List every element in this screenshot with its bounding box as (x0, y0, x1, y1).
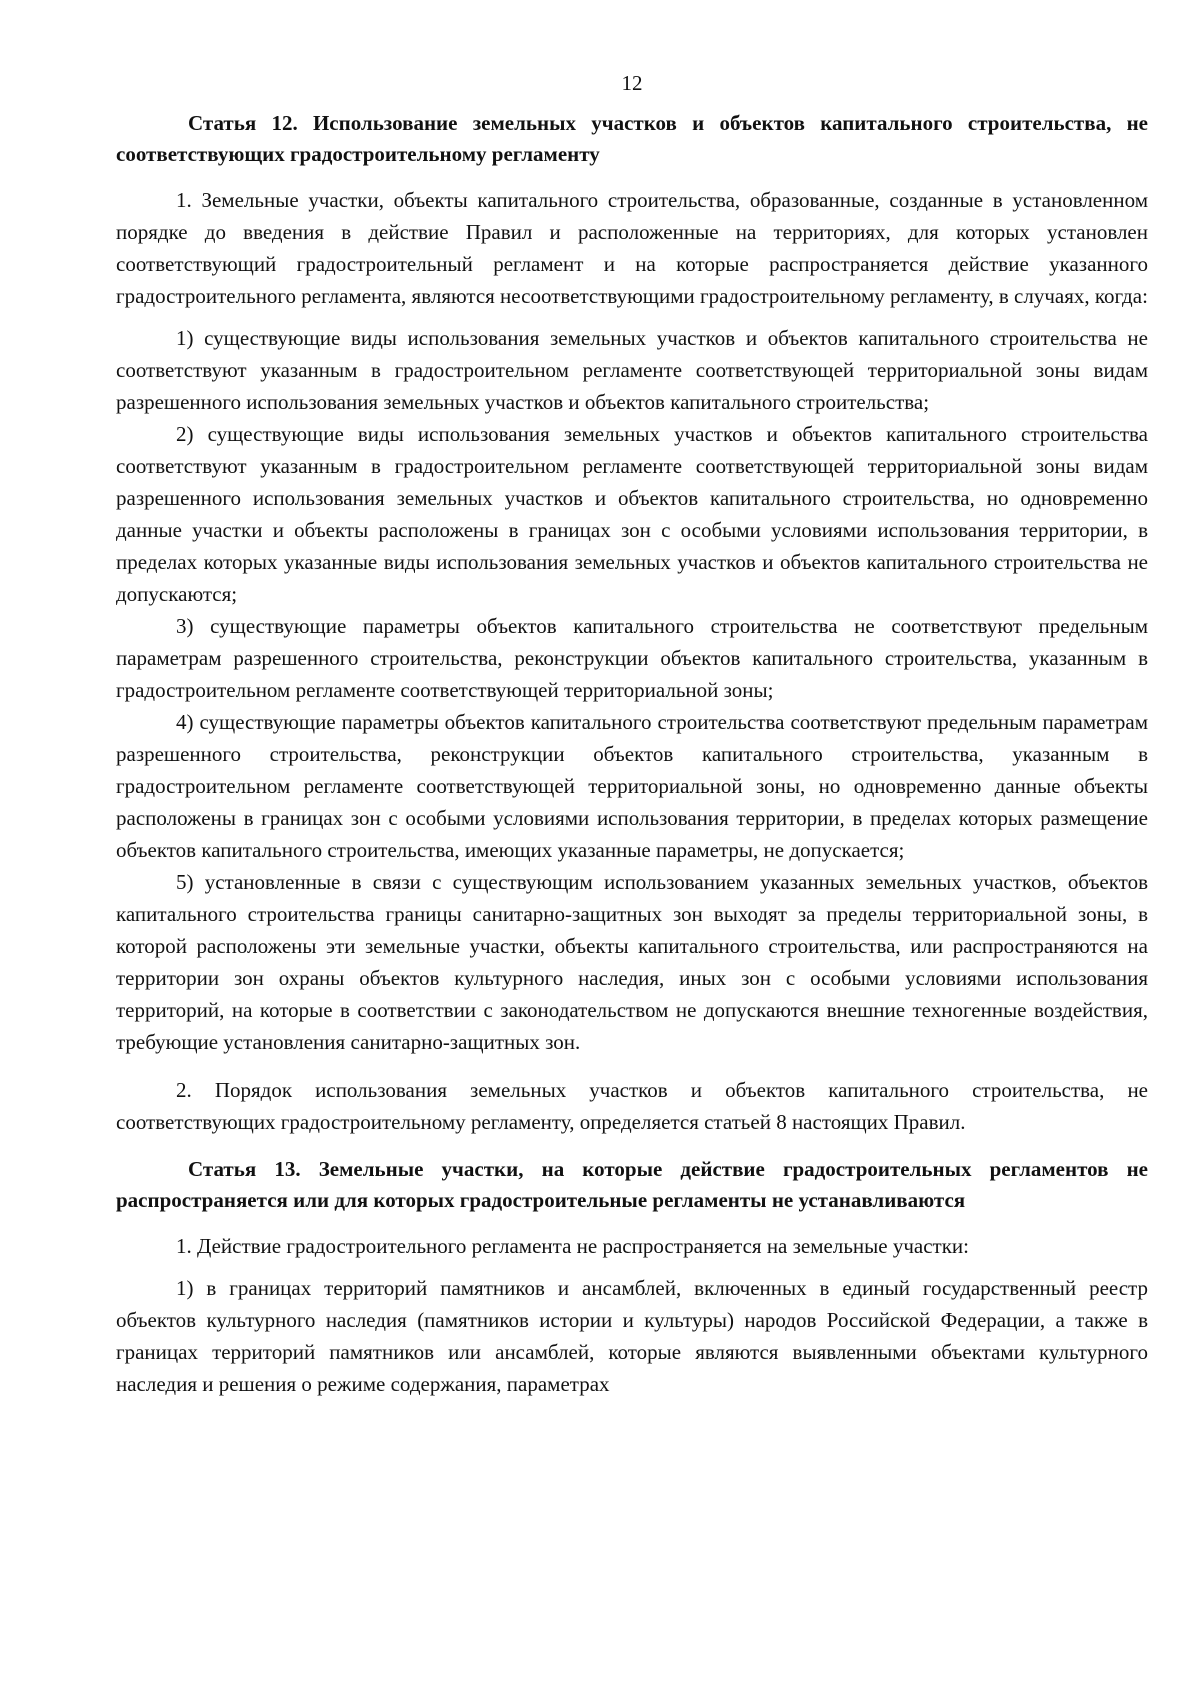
article-12-title: Статья 12. Использование земельных участков и объектов капитального строительства, не соответствующих градостроительному регламенту (116, 111, 1148, 166)
article-12-paragraph-1: 1. Земельные участки, объекты капитального строительства, образованные, созданные в установленном порядке до введения в действие Правил и расположенные на территориях, для которых установлен соответствующий градостроительный регламент и на которые распространяется действие указанного градостроительного регламента, являются несоответствующими градостроительному регламенту, в случаях, когда: (116, 188, 1148, 308)
article-12-paragraph-2: 2. Порядок использования земельных участков и объектов капитального строительства, не соответствующих градостроительному регламенту, определяется статьей 8 настоящих Правил. (116, 1078, 1148, 1134)
article-13-paragraph-1: 1. Действие градостроительного регламента не распространяется на земельные участки: (176, 1234, 969, 1258)
article-13-item-1: 1) в границах территорий памятников и ансамблей, включенных в единый государственный реестр объектов культурного наследия (памятников истории и культуры) народов Российской Федерации, а также в границах территорий памятников или ансамблей, которые являются выявленными объектами культурного наследия и решения о режиме содержания, параметрах (116, 1276, 1148, 1396)
page-number: 12 (621, 71, 643, 95)
article-12-item-5: 5) установленные в связи с существующим использованием указанных земельных участков, объектов капитального строительства границы санитарно-защитных зон выходят за пределы территориальной зоны, в которой расположены эти земельные участки, объекты капитального строительства, или распространяются на территории зон охраны объектов культурного наследия, иных зон с особыми условиями использования территорий, на которые в соответствии с законодательством не допускаются внешние техногенные воздействия, требующие установления санитарно-защитных зон. (116, 870, 1148, 1054)
article-12-item-4: 4) существующие параметры объектов капитального строительства соответствуют предельным параметрам разрешенного строительства, реконструкции объектов капитального строительства, указанным в градостроительном регламенте соответствующей территориальной зоны, но одновременно данные объекты расположены в границах зон с особыми условиями использования территории, в пределах которых размещение объектов капитального строительства, имеющих указанные параметры, не допускается; (116, 710, 1148, 862)
article-12-item-3: 3) существующие параметры объектов капитального строительства не соответствуют предельным параметрам разрешенного строительства, реконструкции объектов капитального строительства, указанным в градостроительном регламенте соответствующей территориальной зоны; (116, 614, 1148, 702)
article-12-item-1: 1) существующие виды использования земельных участков и объектов капитального строительства не соответствуют указанным в градостроительном регламенте соответствующей территориальной зоны видам разрешенного использования земельных участков и объектов капитального строительства; (116, 326, 1148, 414)
article-12-item-2: 2) существующие виды использования земельных участков и объектов капитального строительства соответствуют указанным в градостроительном регламенте соответствующей территориальной зоны видам разрешенного использования земельных участков и объектов капитального строительства, но одновременно данные участки и объекты расположены в границах зон с особыми условиями использования территории, в пределах которых указанные виды использования земельных участков и объектов капитального строительства не допускаются; (116, 422, 1148, 606)
article-13-title: Статья 13. Земельные участки, на которые действие градостроительных регламентов не распространяется или для которых градостроительные регламенты не устанавливаются (116, 1157, 1148, 1212)
